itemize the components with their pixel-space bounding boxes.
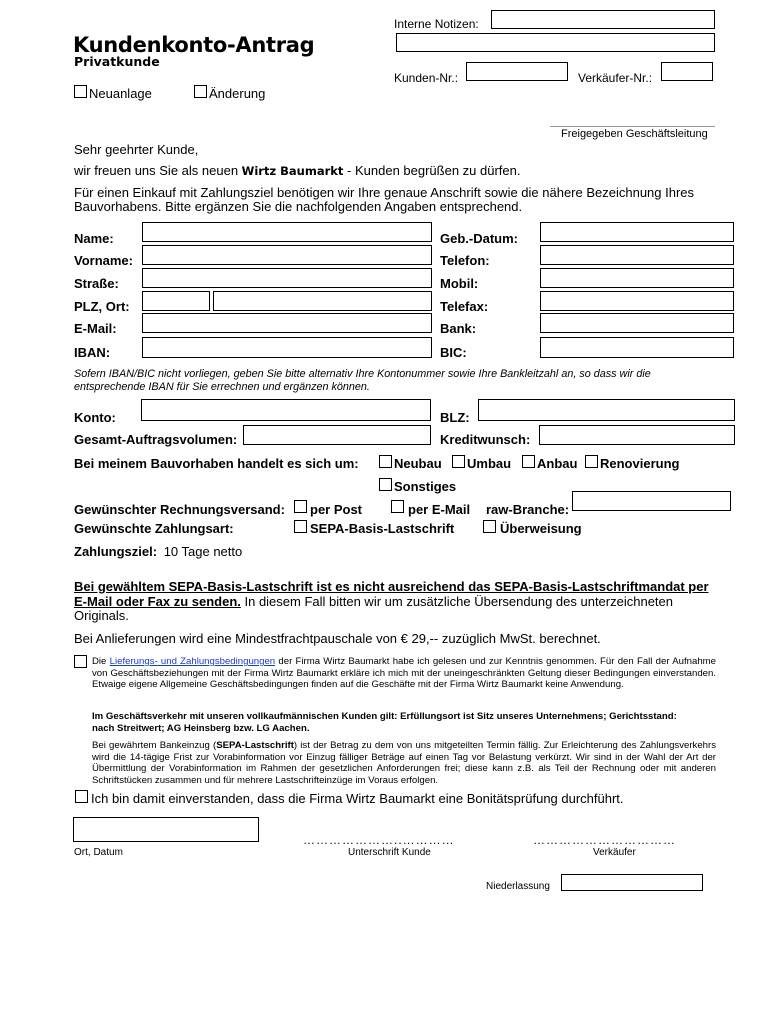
bank-label: Bank:	[440, 321, 477, 336]
interne-notizen-field-2[interactable]	[396, 33, 715, 52]
page-title: Kundenkonto-Antrag	[73, 33, 315, 57]
anbau-label: Anbau	[537, 456, 578, 471]
aenderung-checkbox[interactable]	[194, 85, 207, 98]
verkaeufer-sign-label: Verkäufer	[593, 847, 636, 858]
strasse-label: Straße:	[74, 276, 119, 291]
blz-label: BLZ:	[440, 410, 470, 425]
mobil-field[interactable]	[540, 268, 734, 288]
renovierung-checkbox[interactable]	[585, 455, 598, 468]
brand-name: Wirtz Baumarkt	[241, 164, 344, 178]
bonitaet-checkbox[interactable]	[75, 790, 88, 803]
welcome-post: - Kunden begrüßen zu dürfen.	[343, 163, 521, 178]
page-subtitle: Privatkunde	[74, 54, 160, 69]
niederlassung-field[interactable]	[561, 874, 703, 891]
ueberweisung-checkbox[interactable]	[483, 520, 496, 533]
bonitaet-text: Ich bin damit einverstanden, dass die Firma Wirtz Baumarkt eine Bonitätsprüfung durchführt.	[91, 791, 624, 806]
sepa-label: SEPA-Basis-Lastschrift	[310, 521, 455, 536]
email-label: E-Mail:	[74, 321, 117, 336]
kunden-nr-label: Kunden-Nr.:	[394, 71, 459, 85]
freigabe-line	[550, 126, 715, 127]
welcome-pre: wir freuen uns Sie als neuen	[74, 163, 242, 178]
zahlungsart-label: Gewünschte Zahlungsart:	[74, 521, 234, 536]
kredit-field[interactable]	[539, 425, 735, 445]
freigabe-label: Freigegeben Geschäftsleitung	[561, 128, 708, 140]
konto-label: Konto:	[74, 410, 116, 425]
vorname-field[interactable]	[142, 245, 432, 265]
anbau-checkbox[interactable]	[522, 455, 535, 468]
interne-notizen-label: Interne Notizen:	[394, 17, 479, 31]
agb-link[interactable]: Lieferungs- und Zahlungsbedingungen	[109, 656, 276, 667]
interne-notizen-field[interactable]	[491, 10, 715, 29]
name-label: Name:	[74, 231, 114, 246]
sepa-notice-bold: Bei gewähltem SEPA-Basis-Lastschrift ist es nicht ausreichend das SEPA-Basis-Lastschriftmandat per E-Mail oder Fax zu senden.	[74, 579, 709, 609]
aenderung-label: Änderung	[209, 86, 266, 101]
per-email-checkbox[interactable]	[391, 500, 404, 513]
raw-branche-field[interactable]	[572, 491, 731, 511]
ort-datum-label: Ort, Datum	[74, 847, 123, 858]
plz-field[interactable]	[142, 291, 210, 311]
bankeinzug-post: ) ist der Betrag zu dem von uns mitgeteilten Termin fällig. Zur Erleichterung des Zahlungsverkehrs wird die 14-tägige Frist zur Vorabinformation vor Einzug fälliger Beträge auf einen Tag vor Belastung verkürzt. Wir sind in der Wahl der Art der Übermittlung der Vorabinformation im Rahmen der gesetzlichen Anforderungen frei; diese kann z.B. als Teil der Rechnung oder mit anderen Schriftstücken zusammen und für mehrere Lastschrifteinzüge im Voraus erfolgen.	[92, 740, 716, 786]
welcome-text	[74, 163, 520, 178]
iban-label: IBAN:	[74, 345, 111, 360]
kunden-nr-field[interactable]	[466, 62, 568, 81]
bauvorhaben-label: Bei meinem Bauvorhaben handelt es sich um:	[74, 456, 359, 471]
agb-post: der Firma Wirtz Baumarkt habe ich gelesen und zur Kenntnis genommen. Für den Fall der Aufnahme von Geschäftsbeziehungen mit der Firma Wirtz Baumarkt erkläre ich mich mit der uneingeschränkten Geltung dieser Bedingungen einverstanden. Etwaige eigene Allgemeine Geschäftsbedingungen finden auf die Geschäfte mit der Firma Wirtz Baumarkt keine Anwendung.	[92, 656, 716, 690]
gesamt-label: Gesamt-Auftragsvolumen:	[74, 432, 238, 447]
mobil-label: Mobil:	[440, 276, 479, 291]
zahlungsziel-label: Zahlungsziel:	[74, 544, 158, 559]
ort-field[interactable]	[213, 291, 432, 311]
gesamt-field[interactable]	[243, 425, 431, 445]
zahlungsziel	[74, 544, 242, 559]
unterschrift-kunde-label: Unterschrift Kunde	[348, 847, 431, 858]
konto-field[interactable]	[141, 399, 431, 421]
raw-branche-label: raw-Branche:	[486, 502, 570, 517]
sepa-notice-rest: In diesem Fall bitten wir um zusätzliche Übersendung des unterzeichneten Originals.	[74, 593, 673, 623]
sepa-notice	[74, 580, 714, 624]
agb-checkbox[interactable]	[74, 655, 87, 668]
intro-paragraph: Für einen Einkauf mit Zahlungsziel benötigen wir Ihre genaue Anschrift sowie die nähere Bezeichnung Ihres Bauvorhabens. Bitte ergänzen Sie die nachfolgenden Angaben entsprechend.	[74, 185, 695, 214]
umbau-label: Umbau	[467, 456, 512, 471]
telefon-field[interactable]	[540, 245, 734, 265]
sonstiges-label: Sonstiges	[394, 479, 457, 494]
ueberweisung-label: Überweisung	[500, 521, 582, 536]
neuanlage-checkbox[interactable]	[74, 85, 87, 98]
per-post-checkbox[interactable]	[294, 500, 307, 513]
geb-datum-label: Geb.-Datum:	[440, 231, 518, 246]
per-post-label: per Post	[310, 502, 363, 517]
name-field[interactable]	[142, 222, 432, 242]
unterschrift-kunde-line: …………………..…………	[303, 833, 455, 847]
telefax-label: Telefax:	[440, 299, 489, 314]
umbau-checkbox[interactable]	[452, 455, 465, 468]
versand-label: Gewünschter Rechnungsversand:	[74, 502, 285, 517]
gerichtsstand-text: Im Geschäftsverkehr mit unseren vollkaufmännischen Kunden gilt: Erfüllungsort ist Sitz unseres Unternehmens; Gerichtsstand: nach Streitwert; AG Heinsberg bzw. LG Aachen.	[92, 711, 677, 734]
mindestfracht-text: Bei Anlieferungen wird eine Mindestfrachtpauschale von € 29,-- zuzüglich MwSt. berechnet.	[74, 631, 601, 646]
sonstiges-checkbox[interactable]	[379, 478, 392, 491]
geb-datum-field[interactable]	[540, 222, 734, 242]
bank-field[interactable]	[540, 313, 734, 333]
neuanlage-label: Neuanlage	[89, 86, 152, 101]
renovierung-label: Renovierung	[600, 456, 680, 471]
greeting: Sehr geehrter Kunde,	[74, 142, 199, 157]
verkaeufer-nr-label: Verkäufer-Nr.:	[578, 71, 653, 85]
strasse-field[interactable]	[142, 268, 432, 288]
neubau-checkbox[interactable]	[379, 455, 392, 468]
blz-field[interactable]	[478, 399, 735, 421]
sepa-checkbox[interactable]	[294, 520, 307, 533]
telefon-label: Telefon:	[440, 253, 490, 268]
bankeinzug-text	[92, 740, 716, 786]
neubau-label: Neubau	[394, 456, 442, 471]
verkaeufer-sign-line: ……………………………	[533, 833, 676, 847]
per-email-label: per E-Mail	[408, 502, 471, 517]
zahlungsziel-value: 10 Tage netto	[163, 544, 243, 559]
bankeinzug-bold: SEPA-Lastschrift	[216, 740, 294, 751]
bic-label: BIC:	[440, 345, 467, 360]
plz-ort-label: PLZ, Ort:	[74, 299, 130, 314]
vorname-label: Vorname:	[74, 253, 133, 268]
agb-text	[92, 656, 716, 691]
email-field[interactable]	[142, 313, 432, 333]
ort-datum-field[interactable]	[73, 817, 259, 842]
kredit-label: Kreditwunsch:	[440, 432, 531, 447]
niederlassung-label: Niederlassung	[486, 881, 550, 892]
iban-note: Sofern IBAN/BIC nicht vorliegen, geben Sie bitte alternativ Ihre Kontonummer sowie Ihre Bankleitzahl an, so dass wir die entsprechende IBAN für Sie errechnen und ergänzen können.	[74, 368, 651, 393]
verkaeufer-nr-field[interactable]	[661, 62, 713, 81]
iban-field[interactable]	[142, 337, 432, 358]
bic-field[interactable]	[540, 337, 734, 358]
agb-pre: Die	[92, 656, 110, 667]
telefax-field[interactable]	[540, 291, 734, 311]
bankeinzug-pre: Bei gewährtem Bankeinzug (	[92, 740, 217, 751]
